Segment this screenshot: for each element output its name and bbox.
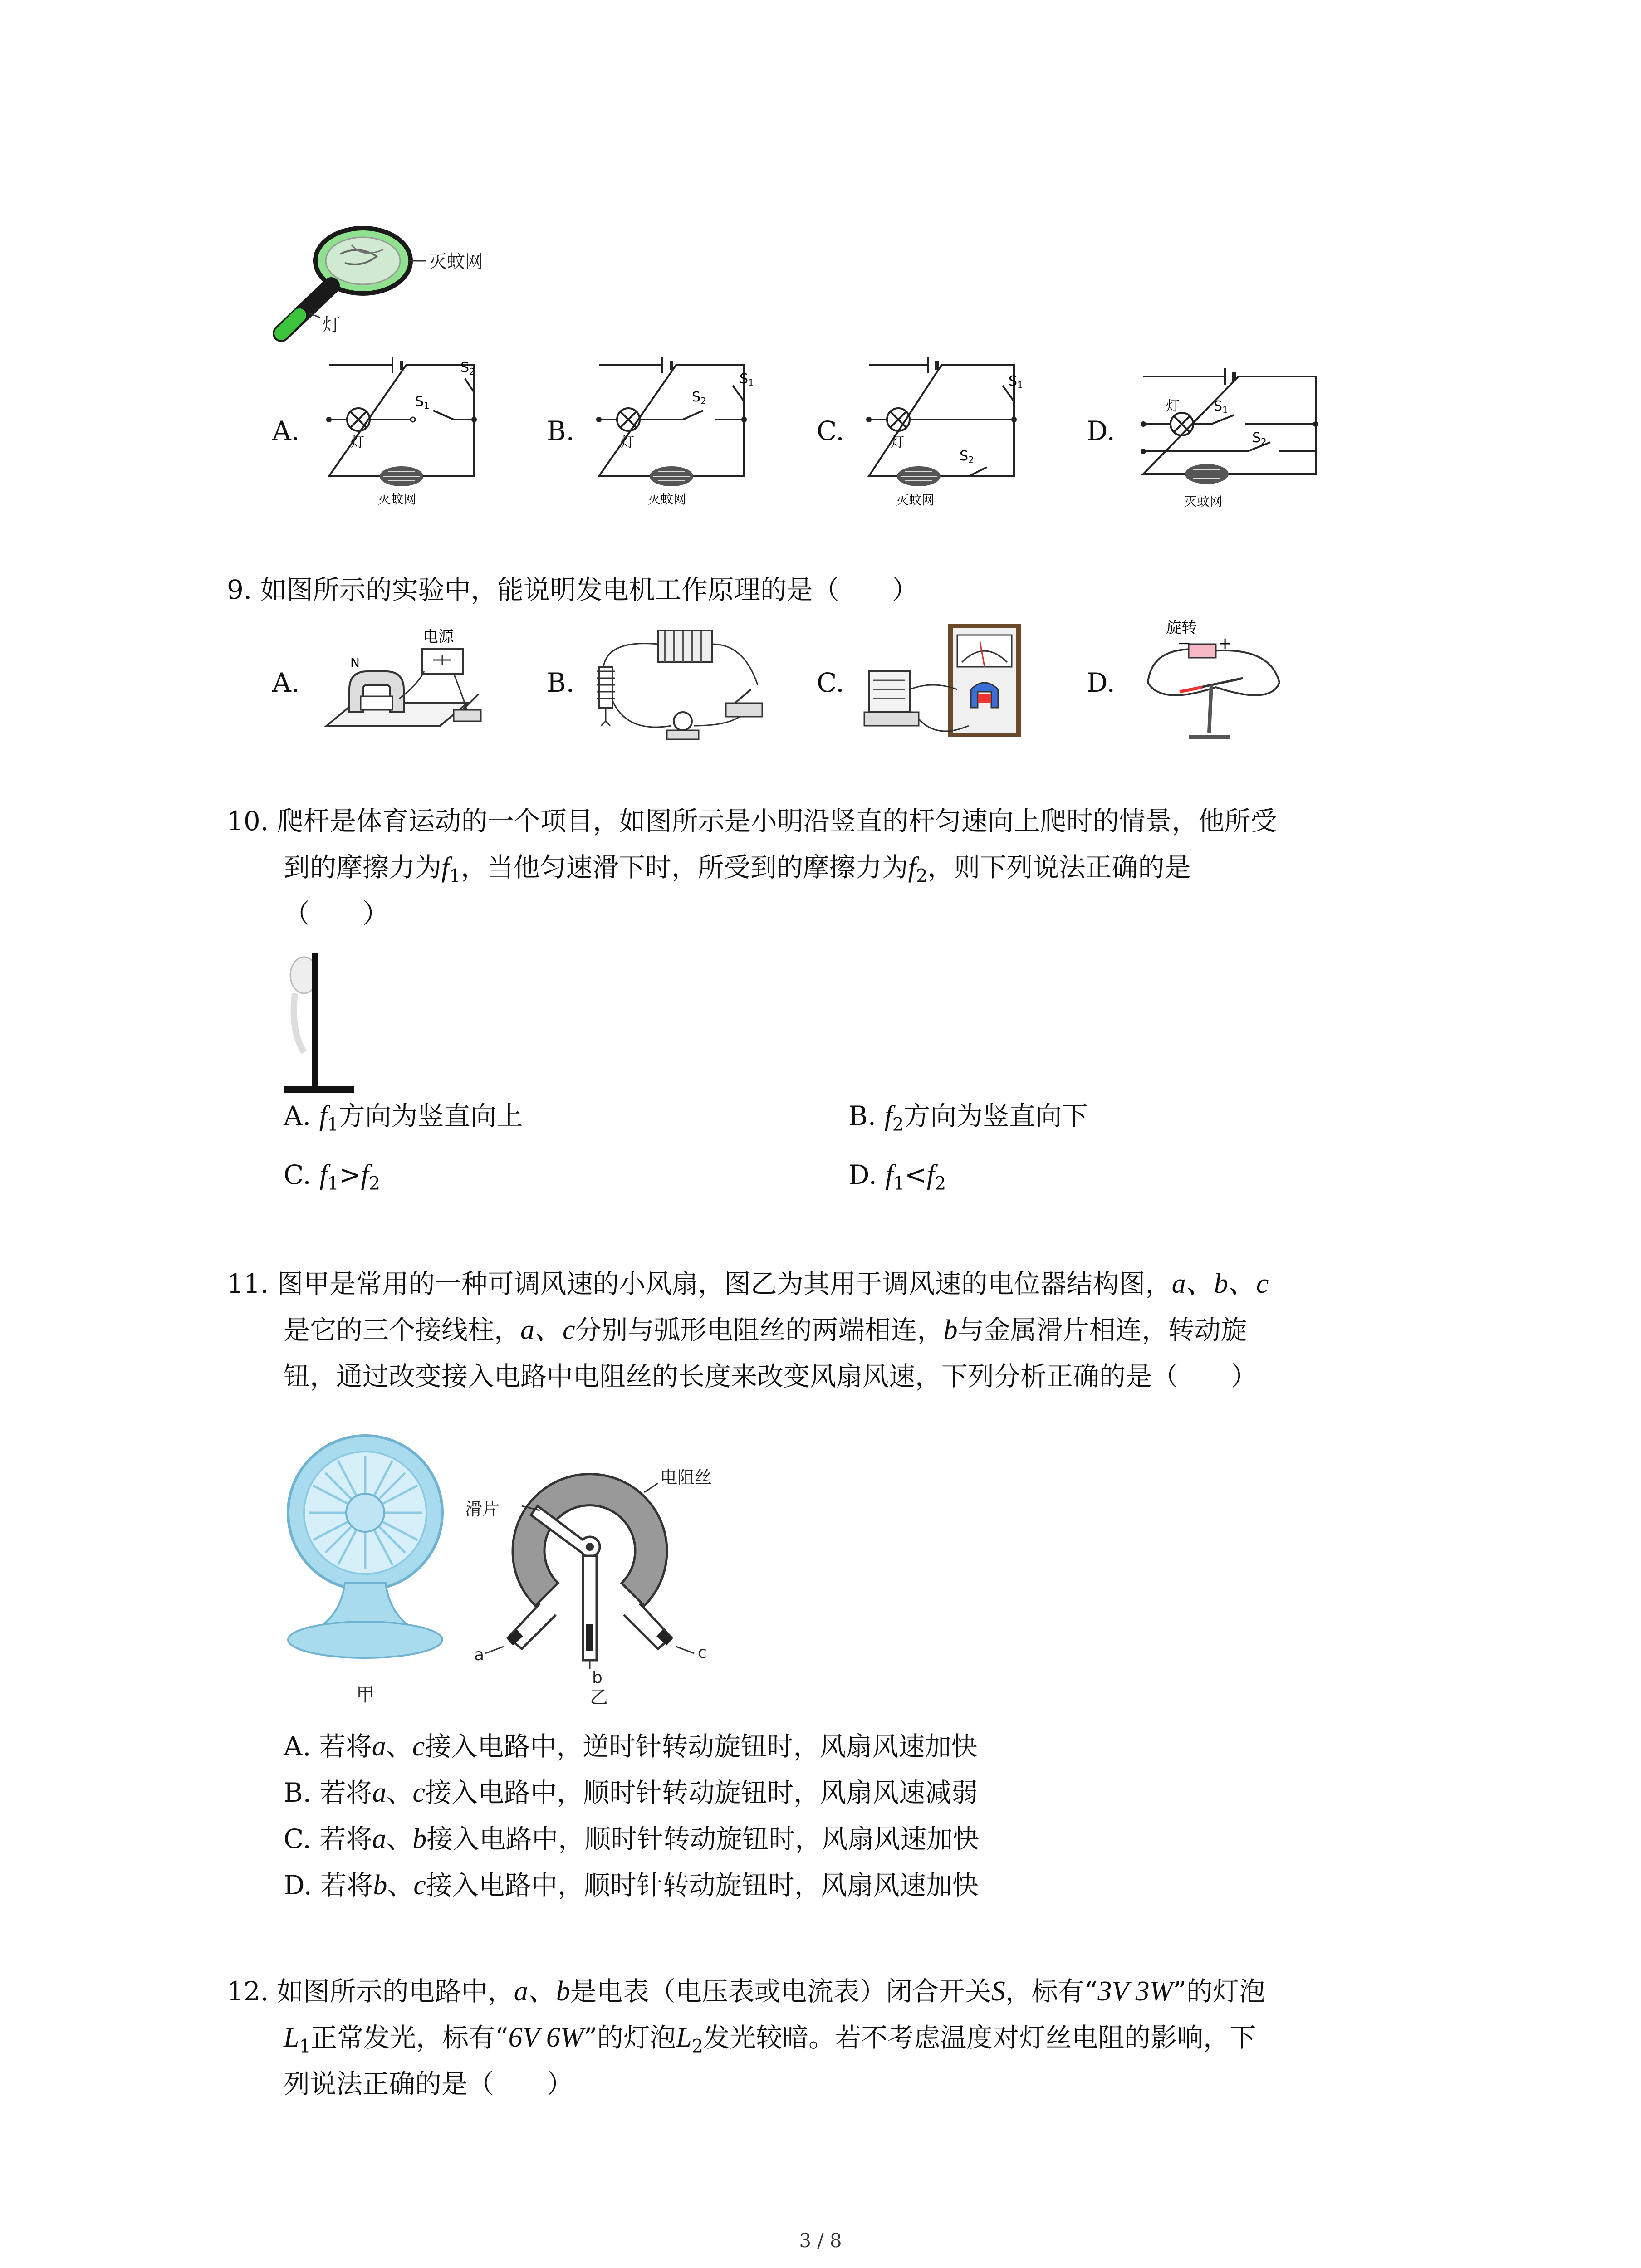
q9-stem: 9. 如图所示的实验中，能说明发电机工作原理的是（ ） (227, 574, 918, 605)
svg-text:S1: $S_1$ (740, 371, 754, 388)
fig-label-wire: 电阻丝 (660, 1467, 712, 1487)
q11-option-c: C. 若将a、b接入电路中，顺时针转动旋钮时，风扇风速加快 (284, 1823, 980, 1854)
q11-fan-figure (281, 1429, 454, 1719)
q9-figure-d (1134, 615, 1298, 751)
q11-potentiometer-figure (454, 1424, 735, 1719)
swatter-lamp-label: 灯 (322, 315, 340, 336)
svg-text:灯: 灯 (351, 435, 364, 450)
svg-text:灯: 灯 (891, 435, 904, 450)
q11-option-b: B. 若将a、c接入电路中，顺时针转动旋钮时，风扇风速减弱 (284, 1777, 978, 1808)
swatter-net-label: 灭蚊网 (429, 251, 483, 272)
page-number: 3 / 8 (799, 2229, 842, 2252)
q10-line1: 10. 爬杆是体育运动的一个项目，如图所示是小明沿竖直的杆匀速向上爬时的情景，他所受 (227, 806, 1277, 836)
q9-option-b-letter: B. (547, 667, 575, 698)
svg-text:灭蚊网: 灭蚊网 (896, 493, 935, 508)
svg-text:电源: 电源 (423, 628, 454, 646)
svg-text:S1: $S_1$ (415, 394, 430, 411)
q8-option-b-letter: B. (547, 415, 575, 446)
q9-option-c-letter: C. (817, 667, 844, 698)
q10-option-b: B. $f_2$方向为竖直向下 (848, 1100, 1088, 1135)
q11-line2: 是它的三个接线柱，a、c分别与弧形电阻丝的两端相连，b与金属滑片相连，转动旋 (284, 1315, 1247, 1345)
q9-figure-b (590, 617, 780, 753)
mosquito-swatter-figure (272, 218, 526, 349)
q9-figure-a (318, 617, 508, 748)
q11-option-d: D. 若将b、c接入电路中，顺时针转动旋钮时，风扇风速加快 (284, 1870, 979, 1901)
q9-figure-c (860, 621, 1041, 748)
svg-text:S1: $S_1$ (1009, 373, 1023, 391)
q11-line3: 钮，通过改变接入电路中电阻丝的长度来改变风扇风速，下列分析正确的是（ ） (284, 1361, 1258, 1392)
svg-text:旋转: 旋转 (1166, 619, 1197, 637)
q8-circuit-d (1139, 352, 1329, 517)
q12-line2: $L_1$正常发光，标有“6V 6W”的灯泡$L_2$发光较暗。若不考虑温度对灯丝电阻的影响，下 (284, 2022, 1256, 2057)
svg-text:S2: $S_2$ (1252, 430, 1267, 447)
q12-line1: 12. 如图所示的电路中，a、b是电表（电压表或电流表）闭合开关S，标有“3V 3W”的灯泡 (227, 1976, 1265, 2007)
svg-text:灯: 灯 (1166, 398, 1180, 414)
fig-label-yi: 乙 (590, 1687, 608, 1708)
q10-line3: （ ） (284, 898, 389, 929)
q8-circuit-b (594, 352, 758, 510)
svg-text:N: N (350, 655, 360, 670)
q10-pole-figure (277, 948, 363, 1102)
q10-option-a: A. $f_1$方向为竖直向上 (284, 1100, 523, 1135)
q8-circuit-a (324, 352, 488, 510)
q11-line1: 11. 图甲是常用的一种可调风速的小风扇，图乙为其用于调风速的电位器结构图，a、b、c (227, 1268, 1269, 1299)
svg-text:灭蚊网: 灭蚊网 (648, 492, 686, 507)
q12-line3: 列说法正确的是（ ） (284, 2068, 573, 2099)
q9-option-d-letter: D. (1087, 667, 1115, 698)
svg-text:S1: $S_1$ (1214, 398, 1228, 415)
fig-label-c: c (698, 1643, 707, 1662)
svg-text:S2: $S_2$ (960, 448, 974, 465)
q8-option-a-letter: A. (272, 415, 300, 446)
q8-option-c-letter: C. (817, 415, 844, 446)
svg-text:灭蚊网: 灭蚊网 (378, 492, 416, 507)
svg-text:−: − (1177, 634, 1191, 653)
svg-text:灭蚊网: 灭蚊网 (1184, 494, 1223, 509)
svg-text:S2: $S_2$ (460, 360, 475, 377)
svg-text:灯: 灯 (621, 435, 634, 450)
q10-option-c: C. $f_1>f_2$ (284, 1159, 381, 1194)
q9-option-a-letter: A. (272, 667, 300, 698)
fig-label-a: a (474, 1646, 485, 1664)
fig-label-b: b (592, 1668, 603, 1687)
q11-option-a: A. 若将a、c接入电路中，逆时针转动旋钮时，风扇风速加快 (284, 1731, 978, 1762)
fig-label-slider: 滑片 (465, 1499, 500, 1519)
q10-line2: 到的摩擦力为$f_1$，当他匀速滑下时，所受到的摩擦力为$f_2$，则下列说法正确的是 (284, 852, 1191, 887)
q8-option-d-letter: D. (1087, 415, 1115, 446)
svg-text:S2: $S_2$ (692, 389, 706, 406)
svg-text:+: + (1218, 634, 1232, 653)
fig-label-jia: 甲 (356, 1685, 374, 1706)
q8-circuit-c (864, 345, 1028, 510)
q10-option-d: D. $f_1<f_2$ (848, 1159, 946, 1194)
